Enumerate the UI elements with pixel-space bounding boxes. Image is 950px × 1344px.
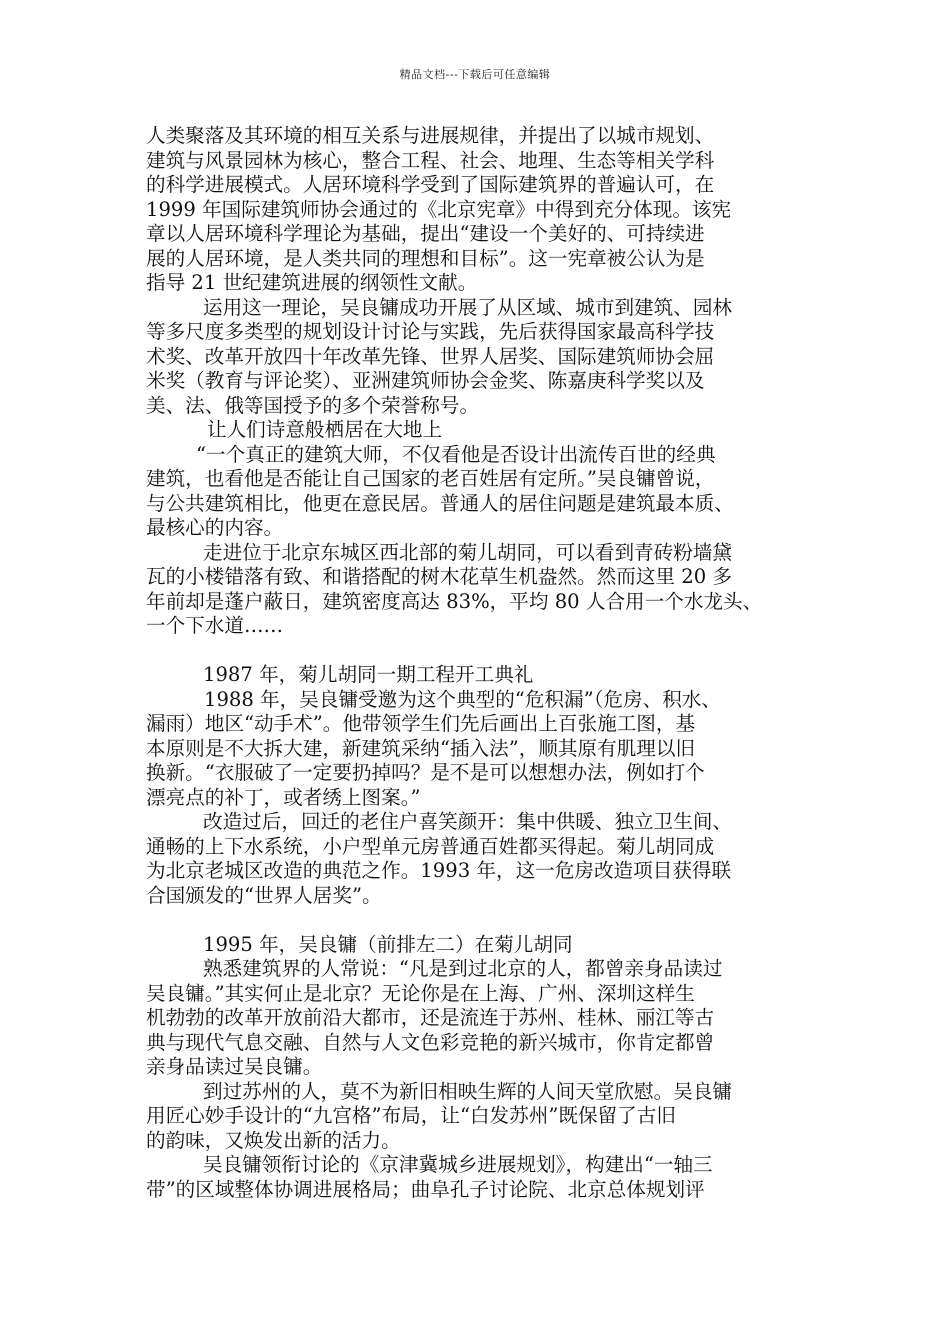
text-line: 换新。“衣服破了一定要扔掉吗？是不是可以想想办法，例如打个 xyxy=(146,761,705,784)
blank-line xyxy=(146,639,824,664)
text-line: 与公共建筑相比，他更在意民居。普通人的居住问题是建筑最本质、 xyxy=(146,491,734,515)
text-line: 的韵味，又焕发出新的活力。 xyxy=(146,1128,401,1152)
text-line: 美、法、俄等国授予的多个荣誉称号。 xyxy=(146,393,480,417)
text-line: 最核心的内容。 xyxy=(146,516,284,539)
text-line: 展的人居环境，是人类共同的理想和目标”。这一宪章被公认为是 xyxy=(146,246,705,270)
document-body xyxy=(146,124,824,1202)
text-line: 瓦的小楼错落有致、和谐搭配的树木花草生机盎然。然而这里 20 多 xyxy=(146,565,733,588)
text-line: 的科学进展模式。人居环境科学受到了国际建筑界的普遍认可，在 xyxy=(146,173,715,196)
paragraph-start: 运用这一理论，吴良镛成功开展了从区域、城市到建筑、园林 xyxy=(203,295,733,319)
text-line: 漏雨）地区“动手术”。他带领学生们先后画出上百张施工图，基 xyxy=(146,712,696,735)
text-line: 合国颁发的“世界人居奖”。 xyxy=(146,883,382,907)
text-line: 一个下水道…… xyxy=(146,614,284,637)
text-line: 漂亮点的补丁，或者绣上图案。” xyxy=(146,785,421,809)
text-line: 米奖（教育与评论奖）、亚洲建筑师协会金奖、陈嘉庚科学奖以及 xyxy=(146,369,705,392)
text-line: 章以人居环境科学理论为基础，提出“建设一个美好的、可持续进 xyxy=(146,222,705,245)
image-caption: 1995 年，吴良镛（前排左二）在菊儿胡同 xyxy=(203,932,573,956)
paragraph-start: “一个真正的建筑大师，不仅看他是否设计出流传百世的经典 xyxy=(196,442,716,466)
text-line: 带”的区域整体协调进展格局；曲阜孔子讨论院、北京总体规划评 xyxy=(146,1177,705,1201)
section-heading: 让人们诗意般栖居在大地上 xyxy=(207,418,443,441)
text-line: 通畅的上下水系统，小户型单元房普通百姓都买得起。菊儿胡同成 xyxy=(146,834,715,858)
text-line: 建筑与风景园林为核心，整合工程、社会、地理、生态等相关学科 xyxy=(146,148,715,172)
text-line: 建筑，也看他是否能让自己国家的老百姓居有定所。”吴良镛曾说， xyxy=(146,467,715,490)
text-line: 机勃勃的改革开放前沿大都市，还是流连于苏州、桂林、丽江等古 xyxy=(146,1006,715,1029)
text-line: 人类聚落及其环境的相互关系与进展规律，并提出了以城市规划、 xyxy=(146,124,715,147)
text-line: 吴良镛。”其实何止是北京？无论你是在上海、广州、深圳这样生 xyxy=(146,981,695,1005)
text-line: 为北京老城区改造的典范之作。1993 年，这一危房改造项目获得联 xyxy=(146,859,732,882)
text-line: 用匠心妙手设计的“九宫格”布局，让“白发苏州”既保留了古旧 xyxy=(146,1104,676,1127)
image-caption: 1987 年，菊儿胡同一期工程开工典礼 xyxy=(203,663,534,686)
text-line: 年前却是蓬户蔽日，建筑密度高达 83%，平均 80 人合用一个水龙头、 xyxy=(146,589,763,613)
paragraph-start: 改造过后，回迁的老住户喜笑颜开：集中供暖、独立卫生间、 xyxy=(203,810,733,833)
text-line: 等多尺度多类型的规划设计讨论与实践，先后获得国家最高科学技 xyxy=(146,320,715,343)
paragraph-start: 走进位于北京东城区西北部的菊儿胡同，可以看到青砖粉墙黛 xyxy=(203,540,733,564)
blank-line xyxy=(146,908,824,933)
paragraph-start: 1988 年，吴良镛受邀为这个典型的“危积漏”（危房、积水、 xyxy=(204,687,721,711)
text-line: 1999 年国际建筑师协会通过的《北京宪章》中得到充分体现。该宪 xyxy=(146,197,732,221)
text-line: 亲身品读过吴良镛。 xyxy=(146,1055,323,1078)
page-header: 精品文档---下载后可任意编辑 xyxy=(399,68,551,81)
paragraph-start: 吴良镛领衔讨论的《京津冀城乡进展规划》，构建出“一轴三 xyxy=(203,1153,713,1176)
text-line: 指导 21 世纪建筑进展的纲领性文献。 xyxy=(146,271,478,294)
paragraph-start: 到过苏州的人，莫不为新旧相映生辉的人间天堂欣慰。吴良镛 xyxy=(203,1079,733,1103)
text-line: 本原则是不大拆大建，新建筑采纳“插入法”，顺其原有肌理以旧 xyxy=(146,736,696,760)
text-line: 术奖、改革开放四十年改革先锋、世界人居奖、国际建筑师协会屈 xyxy=(146,344,715,368)
text-line: 典与现代气息交融、自然与人文色彩竞艳的新兴城市，你肯定都曾 xyxy=(146,1030,715,1054)
paragraph-start: 熟悉建筑界的人常说：“凡是到过北京的人，都曾亲身品读过 xyxy=(203,957,723,980)
